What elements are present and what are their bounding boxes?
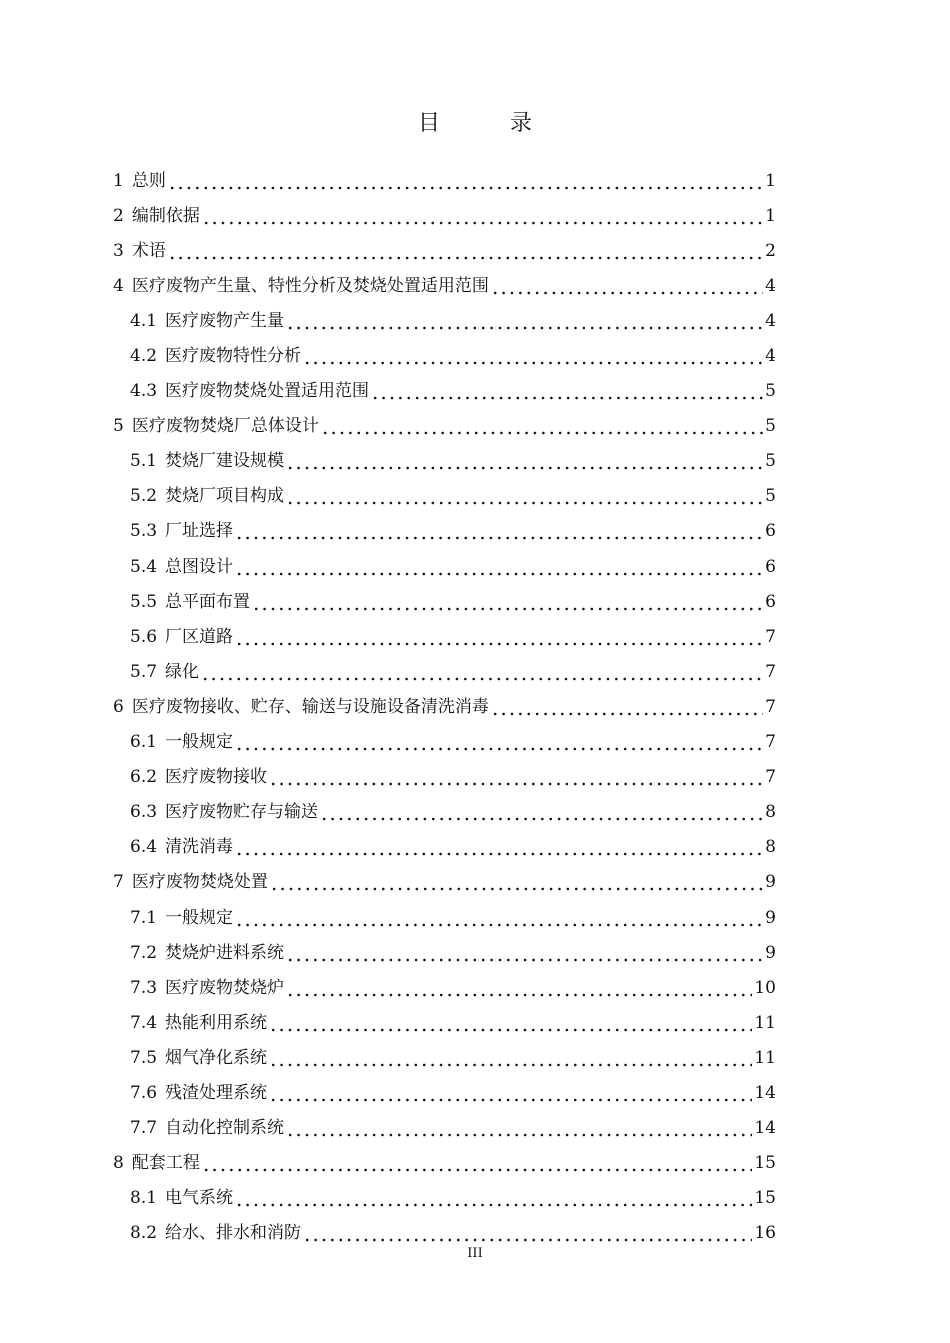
dot-leader [168, 240, 763, 262]
toc-entry-page: 7 [765, 767, 776, 788]
toc-entry[interactable] [113, 795, 776, 830]
toc-entry-title: 医疗废物产生量、特性分析及焚烧处置适用范围 [131, 275, 489, 296]
toc-entry-page: 9 [765, 872, 776, 893]
dot-leader [202, 205, 763, 227]
dot-leader [235, 836, 763, 858]
dot-leader [252, 591, 763, 613]
toc-entry-number: 6.2 [130, 767, 158, 788]
dot-leader [320, 801, 763, 823]
toc-entry[interactable] [113, 725, 776, 760]
toc-entry-number: 3 [113, 240, 124, 261]
toc-entry[interactable] [113, 198, 776, 233]
toc-entry-number: 8.1 [130, 1188, 158, 1209]
dot-leader [371, 380, 763, 402]
dot-leader [269, 1047, 752, 1069]
toc-entry-page: 7 [765, 732, 776, 753]
toc-entry-number: 2 [113, 205, 124, 226]
toc-entry-number: 6.3 [130, 802, 158, 823]
toc-entry[interactable] [113, 268, 776, 303]
toc-entry-title: 医疗废物焚烧厂总体设计 [131, 416, 319, 437]
dot-leader [286, 942, 763, 964]
toc-entry-title: 焚烧厂项目构成 [165, 486, 285, 507]
toc-entry-number: 7.6 [130, 1082, 158, 1103]
toc-entry[interactable] [113, 549, 776, 584]
toc-entry-page: 5 [765, 381, 776, 402]
dot-leader [269, 766, 763, 788]
toc-entry-number: 6.1 [130, 732, 158, 753]
dot-leader [235, 907, 763, 929]
toc-entry[interactable] [113, 1181, 776, 1216]
toc-entry-number: 4.3 [130, 381, 158, 402]
toc-entry-number: 7 [113, 872, 124, 893]
toc-entry-page: 6 [765, 591, 776, 612]
page-number: III [467, 1246, 483, 1261]
toc-entry-number: 7.1 [130, 907, 158, 928]
toc-entry-page: 15 [754, 1153, 776, 1174]
toc-entry-title: 总图设计 [165, 556, 234, 577]
dot-leader [286, 1117, 752, 1139]
toc-entry-page: 5 [765, 451, 776, 472]
toc-entry[interactable] [113, 619, 776, 654]
toc-entry-title: 自动化控制系统 [165, 1118, 285, 1139]
toc-entry-number: 7.3 [130, 977, 158, 998]
toc-entry-number: 7.2 [130, 942, 158, 963]
dot-leader [491, 696, 763, 718]
toc-entry[interactable] [113, 1146, 776, 1181]
dot-leader [202, 1152, 753, 1174]
dot-leader [235, 731, 763, 753]
toc-entry[interactable] [113, 233, 776, 268]
toc-entry-page: 5 [765, 416, 776, 437]
toc-entry-page: 11 [754, 1047, 776, 1068]
toc-entry-page: 9 [765, 942, 776, 963]
dot-leader [491, 275, 763, 297]
toc-entry-title: 烟气净化系统 [165, 1047, 268, 1068]
toc-entry[interactable] [113, 830, 776, 865]
toc-entry-number: 5.1 [130, 451, 158, 472]
dot-leader [235, 626, 763, 648]
toc-entry-page: 14 [754, 1082, 776, 1103]
toc-entry-title: 焚烧炉进料系统 [165, 942, 285, 963]
toc-entry-number: 5.4 [130, 556, 158, 577]
toc-entry-number: 6 [113, 696, 124, 717]
toc-entry-page: 4 [765, 310, 776, 331]
toc-entry-page: 7 [765, 661, 776, 682]
toc-entry-number: 7.7 [130, 1118, 158, 1139]
toc-entry-title: 术语 [131, 240, 166, 261]
dot-leader [235, 1187, 752, 1209]
toc-entry-title: 医疗废物特性分析 [165, 346, 302, 367]
toc-entry-page: 5 [765, 486, 776, 507]
dot-leader [235, 520, 763, 542]
toc-entry-page: 9 [765, 907, 776, 928]
toc-entry-number: 4 [113, 275, 124, 296]
toc-entry-title: 一般规定 [165, 907, 234, 928]
toc-entry-number: 4.1 [130, 310, 158, 331]
toc-entry-number: 1 [113, 170, 124, 191]
toc-entry-page: 2 [765, 240, 776, 261]
toc-entry[interactable] [113, 479, 776, 514]
toc-entry-title: 医疗废物接收 [165, 767, 268, 788]
toc-entry[interactable] [113, 1111, 776, 1146]
dot-leader [286, 450, 763, 472]
toc-entry-page: 15 [754, 1188, 776, 1209]
toc-entry-title: 总平面布置 [165, 591, 251, 612]
toc-entry-page: 7 [765, 696, 776, 717]
toc-entry-title: 医疗废物焚烧处置 [131, 872, 268, 893]
toc-entry-title: 一般规定 [165, 732, 234, 753]
toc-entry-page: 6 [765, 521, 776, 542]
dot-leader [269, 1012, 752, 1034]
toc-title-char: 目 [417, 111, 440, 136]
toc-entry[interactable] [113, 654, 776, 689]
toc-entry[interactable] [113, 689, 776, 724]
toc-entry-page: 10 [754, 977, 776, 998]
toc-title-char: 录 [510, 111, 533, 136]
toc-entry-page: 4 [765, 275, 776, 296]
dot-leader [286, 977, 752, 999]
toc-entry-number: 5.5 [130, 591, 158, 612]
toc-entry[interactable] [113, 1040, 776, 1075]
dot-leader [235, 556, 763, 578]
toc-entry[interactable] [113, 409, 776, 444]
toc-entry-page: 11 [754, 1012, 776, 1033]
toc-entry[interactable] [113, 1005, 776, 1040]
dot-leader [269, 1082, 752, 1104]
toc-entry-title: 医疗废物贮存与输送 [165, 802, 319, 823]
dot-leader [286, 485, 763, 507]
toc-entry-page: 1 [765, 170, 776, 191]
toc-entry-number: 5.3 [130, 521, 158, 542]
dot-leader [201, 661, 763, 683]
toc-entry[interactable] [113, 374, 776, 409]
toc-entry[interactable] [113, 163, 776, 198]
toc-entry-page: 8 [765, 802, 776, 823]
dot-leader [270, 871, 763, 893]
toc-entry-number: 8 [113, 1153, 124, 1174]
toc-entry[interactable] [113, 584, 776, 619]
toc-entry[interactable] [113, 303, 776, 338]
toc-entry[interactable] [113, 970, 776, 1005]
toc-entry[interactable] [113, 444, 776, 479]
toc-entry[interactable] [113, 338, 776, 373]
toc-entry-title: 厂址选择 [165, 521, 234, 542]
toc-entry-number: 4.2 [130, 346, 158, 367]
toc-entry-title: 医疗废物焚烧炉 [165, 977, 285, 998]
toc-entry-page: 8 [765, 837, 776, 858]
toc-entry-title: 编制依据 [131, 205, 200, 226]
toc-entry-title: 给水、排水和消防 [165, 1223, 302, 1244]
toc-entry[interactable] [113, 900, 776, 935]
dot-leader [168, 170, 763, 192]
toc-entry-title: 清洗消毒 [165, 837, 234, 858]
toc-entry-page: 1 [765, 205, 776, 226]
toc-entry-title: 总则 [131, 170, 166, 191]
toc-entry-number: 7.5 [130, 1047, 158, 1068]
toc-entry-page: 6 [765, 556, 776, 577]
toc-entry[interactable] [113, 935, 776, 970]
toc-entry-page: 7 [765, 626, 776, 647]
dot-leader [303, 345, 763, 367]
toc-entry-page: 14 [754, 1118, 776, 1139]
toc-entry[interactable] [113, 1075, 776, 1110]
toc-entry-title: 残渣处理系统 [165, 1082, 268, 1103]
toc-entry-title: 热能利用系统 [165, 1012, 268, 1033]
toc-entry-title: 医疗废物焚烧处置适用范围 [165, 381, 370, 402]
toc-entry-title: 厂区道路 [165, 626, 234, 647]
toc-entry-title: 电气系统 [165, 1188, 234, 1209]
toc-entry[interactable] [113, 514, 776, 549]
toc-entry-title: 配套工程 [131, 1153, 200, 1174]
toc-entry[interactable] [113, 865, 776, 900]
toc-entry-page: 4 [765, 346, 776, 367]
dot-leader [286, 310, 763, 332]
toc-entry[interactable] [113, 760, 776, 795]
toc-entry-title: 焚烧厂建设规模 [165, 451, 285, 472]
toc-entry-title: 医疗废物接收、贮存、输送与设施设备清洗消毒 [131, 696, 489, 717]
toc-entry-number: 8.2 [130, 1223, 158, 1244]
toc-entry-title: 绿化 [165, 661, 200, 682]
toc-entry-number: 5.7 [130, 661, 158, 682]
toc-entry-number: 5 [113, 416, 124, 437]
dot-leader [321, 415, 763, 437]
toc-entry-page: 16 [754, 1223, 776, 1244]
toc-entry-title: 医疗废物产生量 [165, 310, 285, 331]
toc-title [0, 108, 950, 140]
toc-entry-number: 5.2 [130, 486, 158, 507]
toc-entry-number: 5.6 [130, 626, 158, 647]
toc-list [113, 163, 776, 1251]
toc-entry-number: 7.4 [130, 1012, 158, 1033]
toc-entry-number: 6.4 [130, 837, 158, 858]
dot-leader [303, 1222, 752, 1244]
